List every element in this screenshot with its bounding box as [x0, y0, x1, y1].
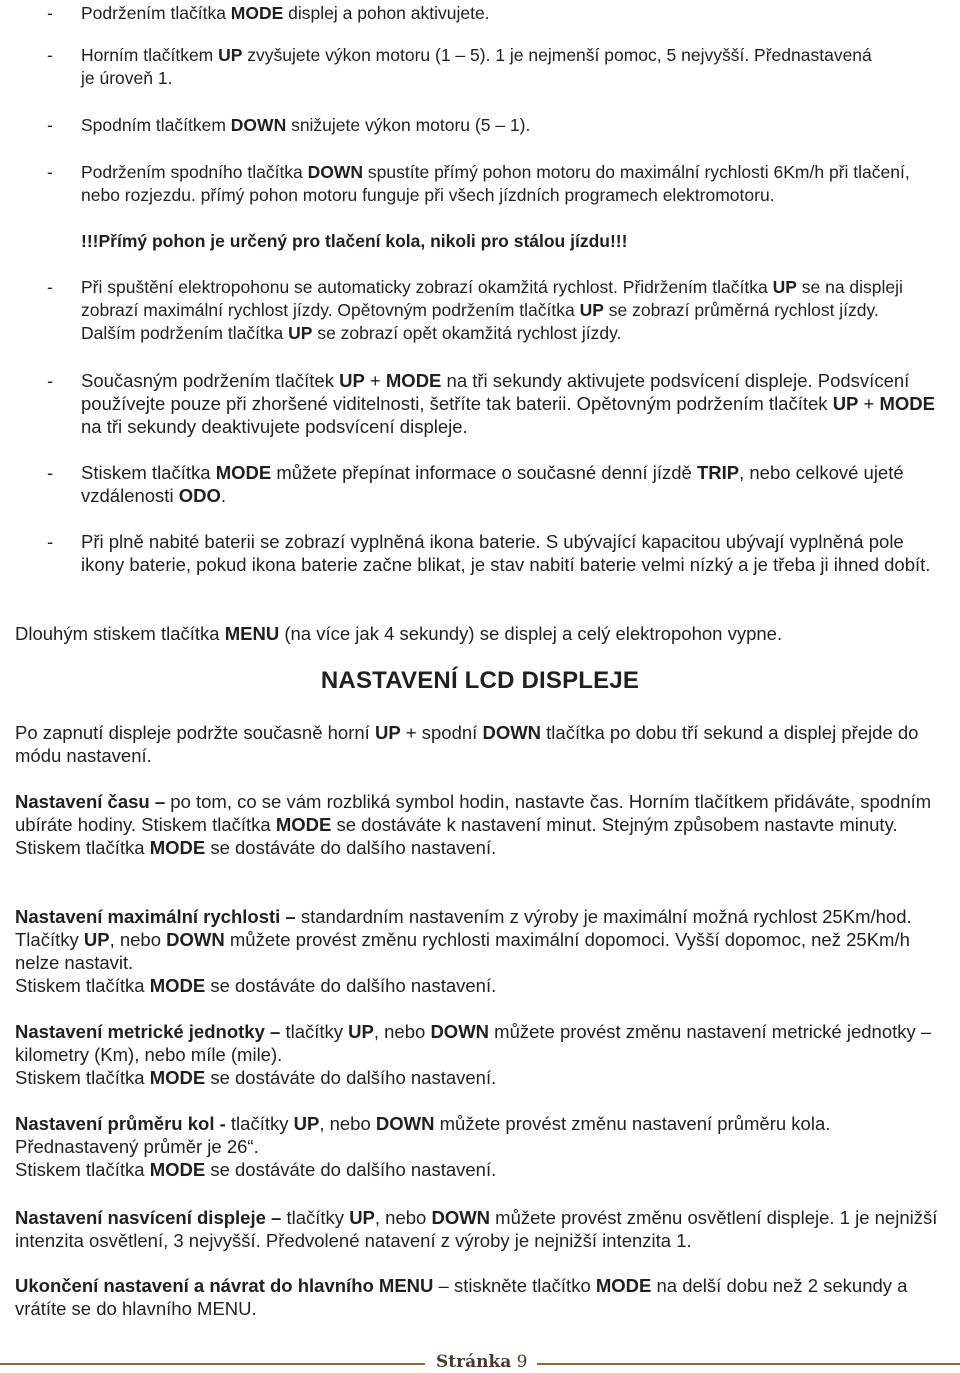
bold-text-run: MODE	[230, 3, 284, 23]
bold-text-run: UP	[218, 45, 243, 65]
menu-paragraph	[15, 622, 945, 645]
text-run: Stiskem tlačítka	[81, 462, 216, 483]
bullet-text	[81, 461, 936, 507]
text-run: , nebo	[319, 1113, 376, 1134]
bullet-text	[81, 276, 936, 345]
text-run: můžete provést změnu nastavení průměru kola.	[434, 1113, 831, 1134]
page-number-value: 9	[516, 1352, 528, 1372]
text-run: +	[364, 370, 386, 391]
bold-text-run: UP	[348, 1021, 374, 1042]
text-run: , nebo celkové ujeté vzdálenosti	[81, 462, 904, 506]
bold-text-run: ODO	[178, 485, 221, 506]
bold-text-run: UP	[349, 1207, 375, 1228]
bullet-item	[0, 2, 940, 25]
bold-text-run: MODE	[149, 975, 206, 996]
bold-text-run: Nastavení času –	[15, 791, 171, 812]
warning-text: !!!Přímý pohon je určený pro tlačení kola, nikoli pro stálou jízdu!!!	[81, 231, 628, 251]
text-run: displej a pohon aktivujete.	[283, 3, 490, 23]
text-run: Přednastavený průměr je 26“.	[15, 1136, 259, 1157]
text-run: – stiskněte tlačítko	[433, 1275, 596, 1296]
text-run: se dostáváte do dalšího nastavení.	[205, 1067, 497, 1088]
bold-text-run: Nastavení nasvícení displeje –	[15, 1207, 287, 1228]
bold-text-run: Nastavení průměru kol -	[15, 1113, 231, 1134]
text-run: můžete přepínat informace o současné denní jízdě	[271, 462, 697, 483]
bullet-dash: -	[47, 162, 53, 182]
text-run: se na displeji zobrazí maximální rychlost jízdy. Opětovným podržením tlačítka	[81, 277, 903, 320]
bold-text-run: Nastavení maximální rychlosti –	[15, 906, 301, 927]
settings-paragraph	[15, 1206, 945, 1252]
text-run: na delší dobu než 2 sekundy a vrátíte se do hlavního MENU.	[15, 1275, 908, 1319]
text-run: (na více jak 4 sekundy) se displej a celý elektropohon vypne.	[279, 623, 783, 644]
bold-text-run: UP	[339, 370, 365, 391]
bold-text-run: MODE	[275, 814, 332, 835]
text-run: po tom, co se vám rozbliká symbol hodin, nastavte čas. Horním tlačítkem přidáváte, spodním ubíráte hodiny. Stiskem tlačítka	[15, 791, 932, 835]
bold-text-run: UP	[288, 323, 313, 343]
settings-paragraph	[15, 1274, 945, 1320]
bold-text-run: DOWN	[482, 722, 542, 743]
text-run: Dlouhým stiskem tlačítka	[15, 623, 225, 644]
bold-text-run: DOWN	[166, 929, 225, 950]
bold-text-run: TRIP	[696, 462, 740, 483]
text-run: se dostáváte k nastavení minut. Stejným způsobem nastavte minuty.	[331, 814, 898, 835]
text-run: Po zapnutí displeje podržte současně horní	[15, 722, 375, 743]
text-run: , nebo	[109, 929, 167, 950]
bullet-text	[81, 161, 936, 207]
text-run: Podržením spodního tlačítka	[81, 162, 308, 182]
text-run: zvyšujete výkon motoru (1 – 5). 1 je nejmenší pomoc, 5 nejvyšší. Přednastavená je úroveň 1.	[81, 45, 872, 88]
bullet-item	[0, 114, 940, 137]
bold-text-run: MODE	[385, 370, 442, 391]
text-run: .	[220, 485, 226, 506]
text-run: se zobrazí průměrná rychlost jízdy. Dalším podržením tlačítka	[81, 300, 879, 343]
text-run: Při plně nabité baterii se zobrazí vyplněná ikona baterie. S ubývající kapacitou ubývají vyplněná pole ikony baterie, pokud ikona baterie začne blikat, je stav nabití baterie velmi nízký a je třeba ji ihned dobít.	[81, 531, 931, 575]
settings-paragraph	[15, 1020, 945, 1089]
text-run: tlačítky	[230, 1113, 294, 1134]
text-run: tlačítky	[285, 1021, 349, 1042]
bullet-text	[81, 44, 881, 90]
text-run: na tři sekundy aktivujete podsvícení displeje. Podsvícení používejte pouze při zhoršené viditelnosti, šetříte tak baterii. Opětovným podržením tlačítek	[81, 370, 910, 414]
text-run: , nebo	[373, 1021, 431, 1042]
text-run: Stiskem tlačítka	[15, 1159, 150, 1180]
text-run: Spodním tlačítkem	[81, 115, 231, 135]
text-run: se dostáváte do dalšího nastavení.	[205, 975, 497, 996]
bullet-text	[81, 530, 951, 576]
bullet-text	[81, 114, 940, 137]
text-run: můžete provést změnu osvětlení displeje. 1 je nejnižší intenzita osvětlení, 3 nejvyšší. Předvolené natavení z výroby je nejnižší intenzita 1.	[15, 1207, 938, 1251]
bold-text-run: Nastavení metrické jednotky –	[15, 1021, 286, 1042]
text-run: , nebo	[374, 1207, 432, 1228]
bullet-item	[0, 276, 940, 345]
text-run: Při spuštění elektropohonu se automaticky zobrazí okamžitá rychlost. Přidržením tlačítka	[81, 277, 773, 297]
bold-text-run: DOWN	[230, 115, 287, 135]
page-number	[436, 1352, 528, 1372]
bold-text-run: UP	[772, 277, 797, 297]
bullet-item	[0, 369, 940, 438]
settings-paragraph	[15, 1112, 945, 1181]
text-run: můžete provést změnu nastavení metrické jednotky – kilometry (Km), nebo míle (mile).	[15, 1021, 932, 1065]
bullet-dash: -	[47, 277, 53, 297]
text-run: tlačítka po dobu tří sekund a displej přejde do módu nastavení.	[15, 722, 919, 766]
section-title: NASTAVENÍ LCD DISPLEJE	[320, 667, 640, 694]
bold-text-run: UP	[374, 722, 401, 743]
text-run: Stiskem tlačítka	[15, 975, 150, 996]
bold-text-run: DOWN	[430, 1021, 490, 1042]
bullet-dash: -	[47, 531, 54, 552]
bullet-item	[0, 161, 940, 207]
bold-text-run: MODE	[149, 837, 206, 858]
bold-text-run: MODE	[149, 1159, 206, 1180]
text-run: + spodní	[400, 722, 483, 743]
footer-rule-left	[0, 1363, 425, 1365]
text-run: můžete provést změnu rychlosti maximální dopomoci. Vyšší dopomoc, než 25Km/h nelze nastavit.	[15, 929, 910, 973]
warning-line	[0, 230, 940, 253]
settings-paragraph	[15, 721, 945, 767]
bold-text-run: UP	[579, 300, 604, 320]
text-run: Stiskem tlačítka	[15, 1067, 150, 1088]
bold-text-run: MODE	[215, 462, 272, 483]
bold-text-run: DOWN	[307, 162, 364, 182]
text-run: snižujete výkon motoru (5 – 1).	[286, 115, 531, 135]
text-run: +	[858, 393, 880, 414]
text-run: standardním nastavením z výroby je maximální možná rychlost 25Km/hod. Tlačítky	[15, 906, 912, 950]
bold-text-run: UP	[83, 929, 110, 950]
footer-rule-right	[537, 1363, 960, 1365]
bullet-item	[0, 44, 940, 90]
bullet-item	[0, 530, 940, 576]
text-run: Horním tlačítkem	[81, 45, 219, 65]
text-run: se zobrazí opět okamžitá rychlost jízdy.	[312, 323, 622, 343]
bold-text-run: Ukončení nastavení a návrat do hlavního MENU	[15, 1275, 434, 1296]
text-run: spustíte přímý pohon motoru do maximální rychlosti 6Km/h při tlačení, nebo rozjezdu. přímý pohon motoru funguje při všech jízdních programech elektromotoru.	[81, 162, 910, 205]
settings-paragraph	[15, 905, 945, 997]
bold-text-run: MODE	[595, 1275, 652, 1296]
bullet-item	[0, 461, 940, 507]
bullet-dash: -	[47, 3, 53, 23]
bold-text-run: MODE	[879, 393, 935, 414]
bold-text-run: DOWN	[375, 1113, 435, 1134]
page-label: Stránka	[436, 1352, 512, 1372]
text-run: tlačítky	[286, 1207, 350, 1228]
bullet-dash: -	[47, 115, 53, 135]
text-run: Podržením tlačítka	[81, 3, 231, 23]
text-run: na tři sekundy deaktivujete podsvícení displeje.	[81, 416, 468, 437]
bold-text-run: UP	[293, 1113, 320, 1134]
text-run: Současným podržením tlačítek	[81, 370, 340, 391]
text-run: se dostáváte do dalšího nastavení.	[205, 1159, 497, 1180]
bullet-text	[81, 369, 936, 438]
bold-text-run: MENU	[224, 623, 280, 644]
text-run: se dostáváte do dalšího nastavení.	[205, 837, 497, 858]
settings-paragraph	[15, 790, 945, 859]
bold-text-run: UP	[832, 393, 859, 414]
bullet-text	[81, 2, 940, 25]
text-run: Stiskem tlačítka	[15, 837, 150, 858]
bullet-dash: -	[47, 45, 53, 65]
bold-text-run: DOWN	[431, 1207, 491, 1228]
bold-text-run: MODE	[149, 1067, 206, 1088]
bullet-dash: -	[47, 370, 54, 391]
bullet-dash: -	[47, 462, 54, 483]
